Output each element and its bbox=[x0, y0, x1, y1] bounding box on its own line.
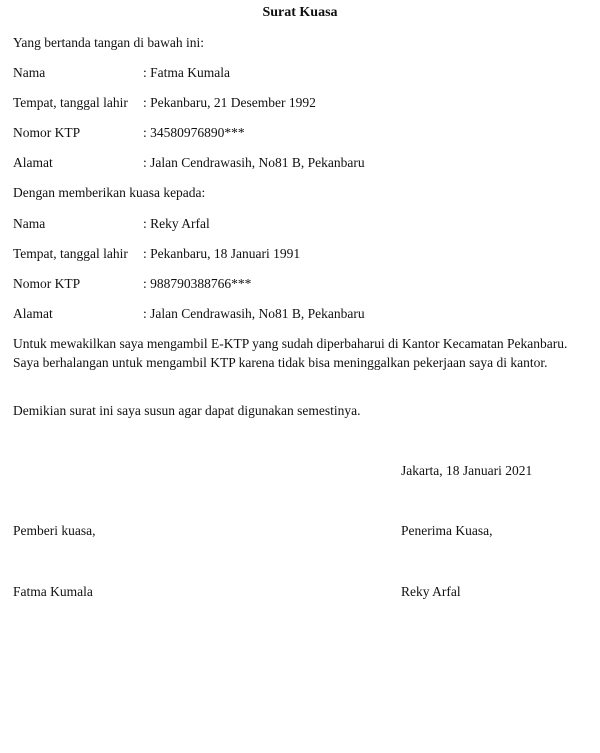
field-value: : Jalan Cendrawasih, No81 B, Pekanbaru bbox=[143, 155, 365, 170]
field-value: : Fatma Kumala bbox=[143, 65, 230, 80]
field-label: Nomor KTP bbox=[13, 276, 81, 291]
field-label: Alamat bbox=[13, 155, 53, 170]
field-label: Nama bbox=[13, 216, 46, 231]
letter-title: Surat Kuasa bbox=[262, 5, 338, 20]
closing-text: Demikian surat ini saya susun agar dapat digunakan semestinya. bbox=[13, 403, 361, 418]
field-label: Tempat, tanggal lahir bbox=[13, 95, 128, 110]
transfer-intro-text: Dengan memberikan kuasa kepada: bbox=[13, 185, 206, 200]
place-date: Jakarta, 18 Januari 2021 bbox=[401, 463, 533, 478]
grantee-signature-name: Reky Arfal bbox=[401, 584, 461, 599]
field-label: Nama bbox=[13, 65, 46, 80]
field-value: : Reky Arfal bbox=[143, 216, 210, 231]
field-value: : 988790388766*** bbox=[143, 276, 252, 291]
field-value: : 34580976890*** bbox=[143, 125, 245, 140]
grantor-signature-name: Fatma Kumala bbox=[13, 584, 93, 599]
grantor-signature-label: Pemberi kuasa, bbox=[13, 523, 96, 538]
field-label: Tempat, tanggal lahir bbox=[13, 246, 128, 261]
intro-text: Yang bertanda tangan di bawah ini: bbox=[13, 35, 204, 50]
purpose-paragraph: Untuk mewakilkan saya mengambil E-KTP yang sudah diperbaharui di Kantor Kecamatan Pekanbaru. Saya berhalangan untuk mengambil KTP karena tidak bisa meninggalkan pekerjaan saya di kantor. bbox=[13, 336, 568, 370]
field-label: Nomor KTP bbox=[13, 125, 81, 140]
field-value: : Pekanbaru, 18 Januari 1991 bbox=[143, 246, 301, 261]
field-value: : Jalan Cendrawasih, No81 B, Pekanbaru bbox=[143, 306, 365, 321]
field-value: : Pekanbaru, 21 Desember 1992 bbox=[143, 95, 316, 110]
grantee-signature-label: Penerima Kuasa, bbox=[401, 523, 493, 538]
field-label: Alamat bbox=[13, 306, 53, 321]
